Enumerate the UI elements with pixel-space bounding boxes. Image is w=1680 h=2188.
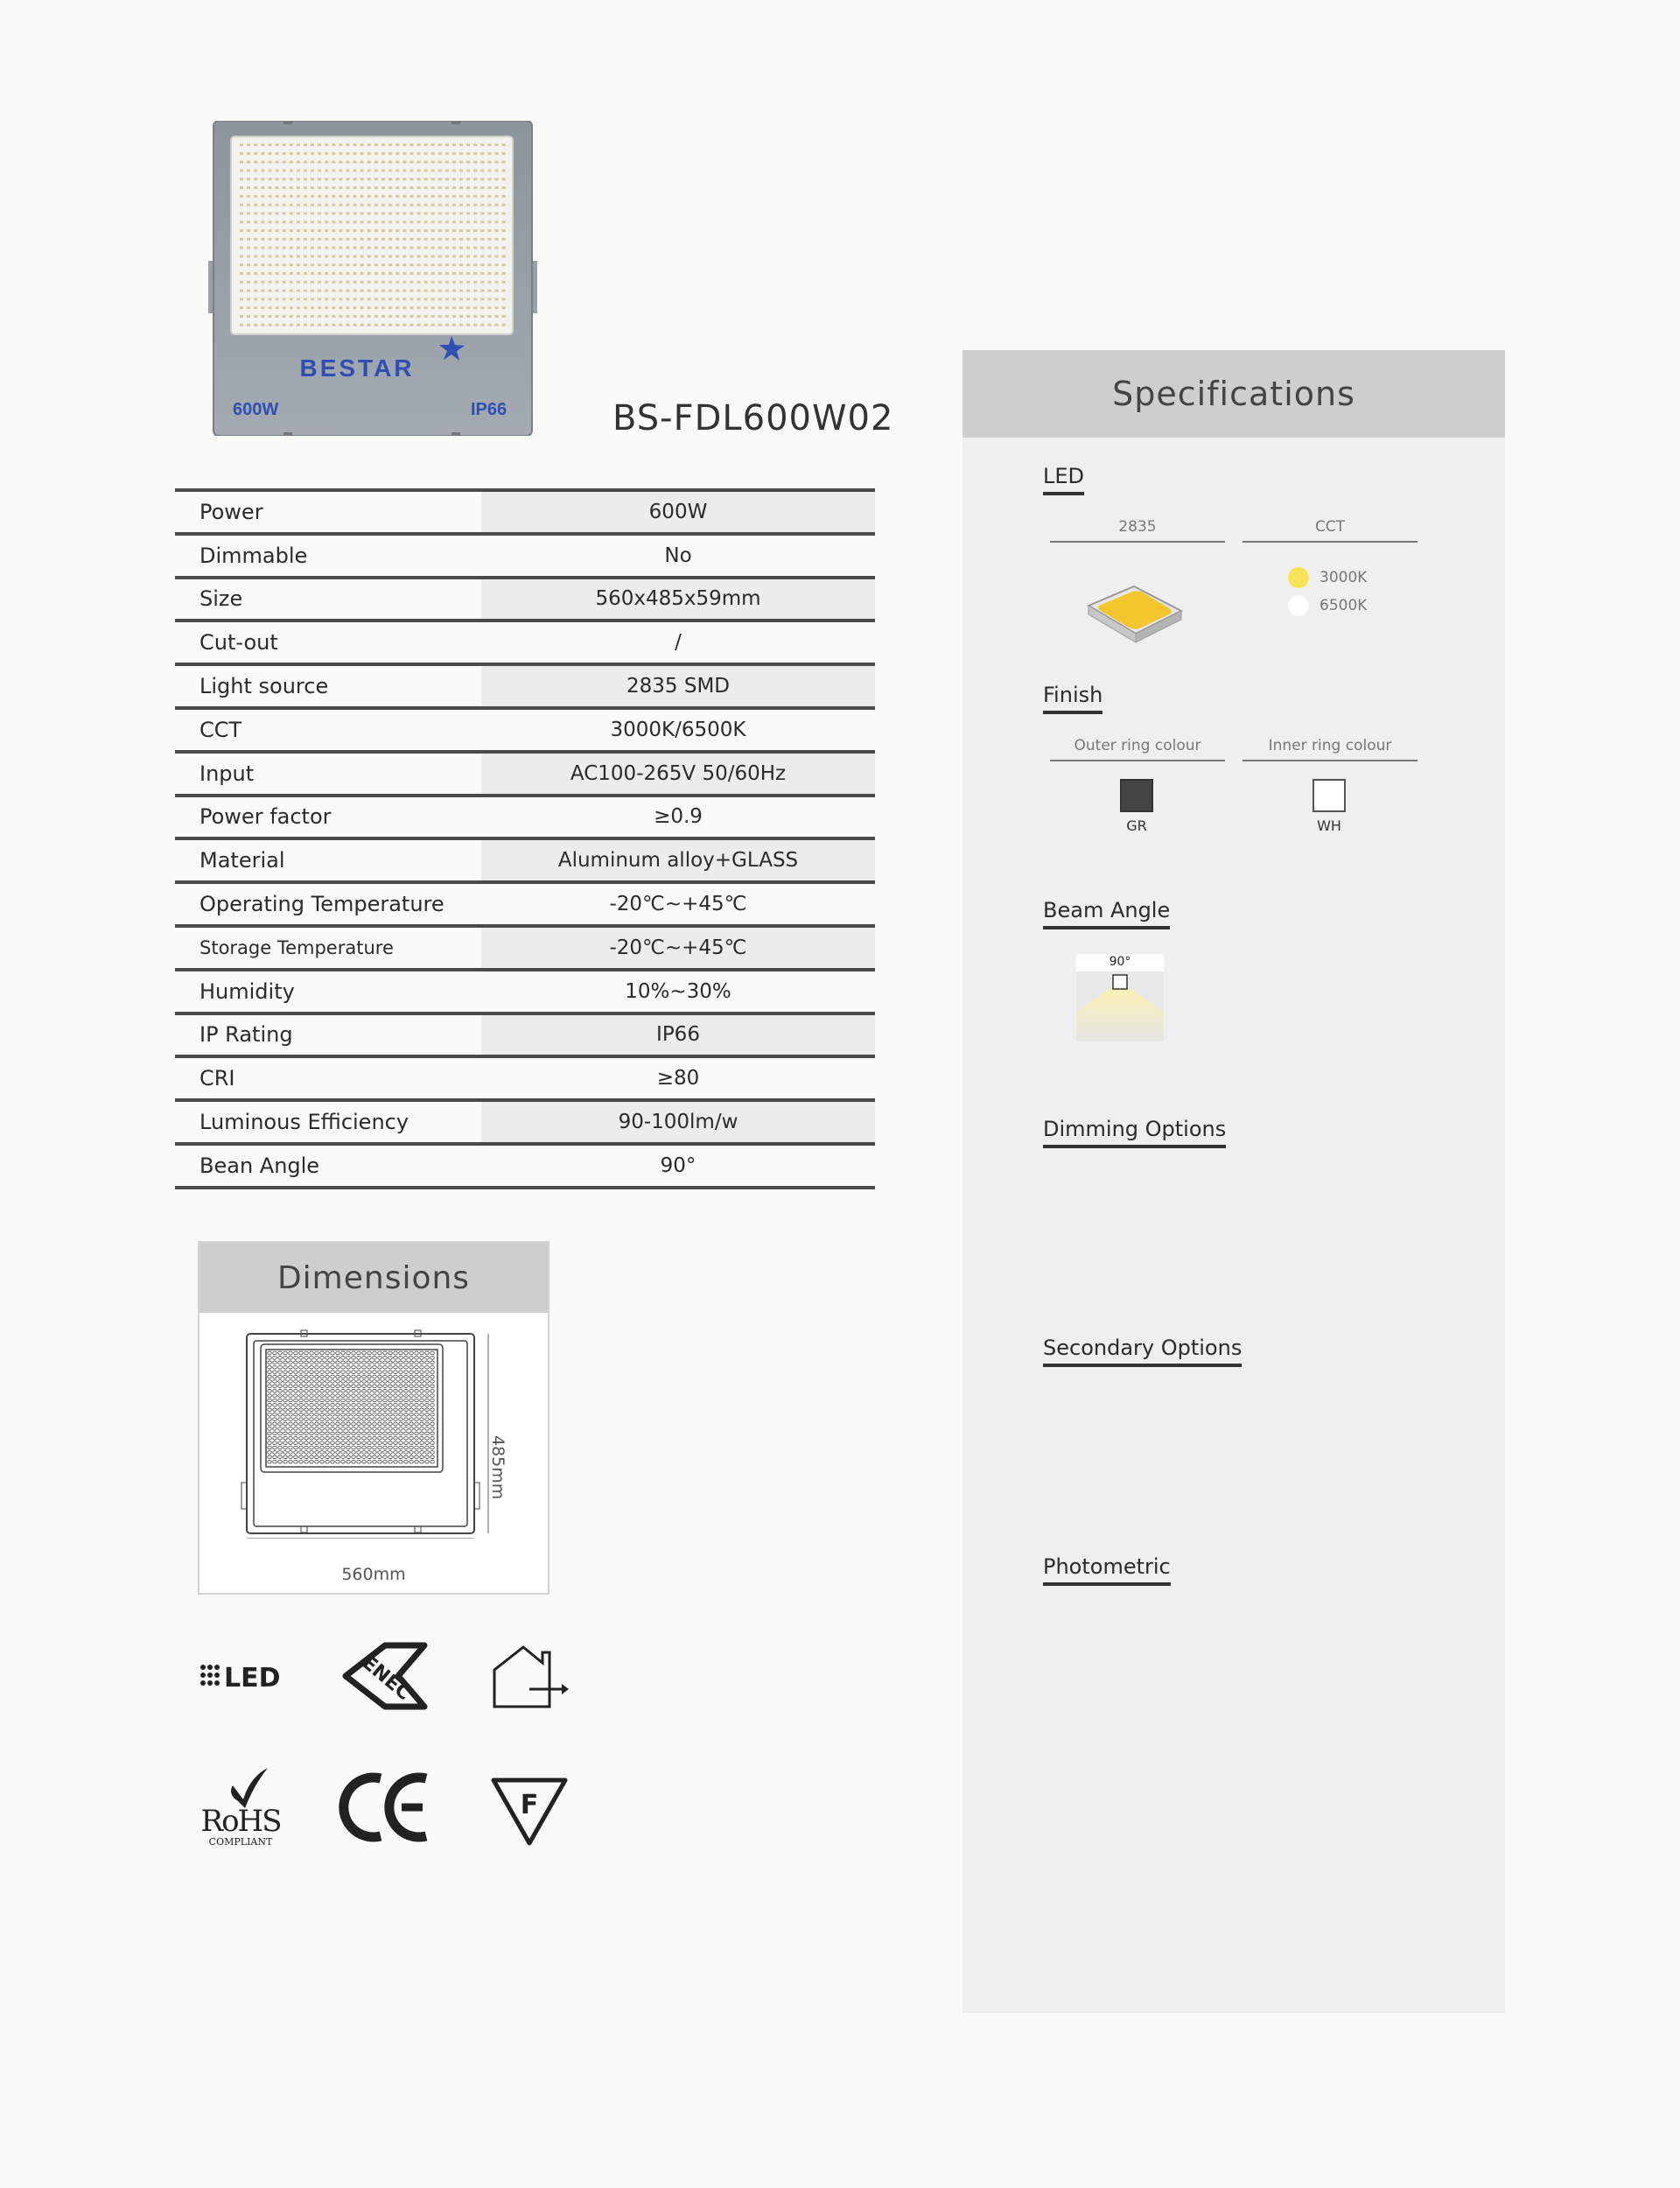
finish-section-title: Finish xyxy=(1043,683,1102,714)
beam-angle-section-title: Beam Angle xyxy=(1043,898,1170,929)
spec-label: Power xyxy=(200,499,263,524)
spec-value: AC100-265V 50/60Hz xyxy=(481,754,875,794)
spec-label: Input xyxy=(200,761,255,786)
brand-logo-text: BESTAR xyxy=(299,354,415,382)
cct-option xyxy=(1288,595,1367,616)
spec-label: Light source xyxy=(200,674,329,699)
wattage-mark: 600W xyxy=(233,400,279,419)
indoor-use-icon xyxy=(464,1619,595,1733)
spec-label: Storage Temperature xyxy=(200,936,394,958)
dimming-options-title: Dimming Options xyxy=(1043,1117,1226,1148)
spec-row xyxy=(175,880,875,924)
cct-option xyxy=(1288,567,1367,588)
spec-value: Aluminum alloy+GLASS xyxy=(481,840,875,880)
spec-value: IP66 xyxy=(481,1015,875,1055)
spec-value: ≥80 xyxy=(656,1067,700,1090)
spec-value: 2835 SMD xyxy=(481,666,875,706)
beam-angle-value: 90° xyxy=(1109,955,1131,969)
dimension-drawing xyxy=(224,1329,522,1539)
specifications-panel xyxy=(962,350,1505,2013)
inner-colour-swatch xyxy=(1312,779,1346,812)
enec-mark xyxy=(319,1619,451,1733)
lamp-icon xyxy=(1113,975,1127,989)
beam-angle-diagram xyxy=(1076,954,1164,1041)
led-mark xyxy=(175,1619,306,1733)
spec-label: Power factor xyxy=(200,804,332,830)
inner-colour-code: WH xyxy=(1317,817,1341,834)
spec-row xyxy=(175,968,875,1012)
spec-value: / xyxy=(675,631,682,655)
ip-mark: IP66 xyxy=(471,400,508,419)
product-image xyxy=(208,121,537,436)
smd-chip-icon xyxy=(1083,567,1188,655)
model-number: BS-FDL600W02 xyxy=(612,398,894,438)
svg-text:COMPLIANT: COMPLIANT xyxy=(208,1836,273,1848)
spec-row xyxy=(175,794,875,838)
spec-label: Humidity xyxy=(200,978,295,1004)
spec-label: Operating Temperature xyxy=(200,892,444,917)
svg-text:LED: LED xyxy=(224,1663,281,1694)
photometric-title: Photometric xyxy=(1043,1554,1171,1586)
spec-row xyxy=(175,532,875,576)
spec-value: 90-100lm/w xyxy=(481,1102,875,1142)
spec-value: 560x485x59mm xyxy=(481,579,875,620)
spec-label: Size xyxy=(200,586,243,612)
spec-row xyxy=(175,619,875,663)
dimension-height: 485mm xyxy=(488,1435,508,1500)
inner-ring-column: Inner ring colour xyxy=(1242,737,1418,761)
cct-dot-icon xyxy=(1288,595,1309,616)
outer-colour-code: GR xyxy=(1126,817,1147,834)
dimensions-title: Dimensions xyxy=(200,1243,548,1313)
spec-row xyxy=(175,1142,875,1189)
spec-value: 3000K/6500K xyxy=(610,718,746,741)
spec-value: -20℃~+45℃ xyxy=(609,893,747,916)
cct-label: 3000K xyxy=(1320,569,1368,586)
spec-label: IP Rating xyxy=(200,1022,293,1048)
specifications-title: Specifications xyxy=(962,350,1505,438)
spec-row xyxy=(175,1098,875,1142)
led-chip-column: 2835 xyxy=(1050,518,1225,543)
secondary-options-title: Secondary Options xyxy=(1043,1336,1242,1367)
spec-row xyxy=(175,924,875,968)
spec-value: 600W xyxy=(481,492,875,532)
spec-row xyxy=(175,1055,875,1098)
spec-label: CCT xyxy=(200,717,242,742)
spec-row xyxy=(175,663,875,706)
svg-text:ENEC: ENEC xyxy=(357,1652,416,1705)
cct-column: CCT xyxy=(1242,518,1418,543)
spec-row xyxy=(175,837,875,880)
spec-label: Bean Angle xyxy=(200,1153,320,1178)
spec-label: Material xyxy=(200,848,285,873)
certification-icons xyxy=(175,1619,604,1934)
spec-table xyxy=(175,488,875,1189)
led-section-title: LED xyxy=(1043,464,1084,495)
f-mark xyxy=(464,1750,595,1864)
cct-dot-icon xyxy=(1288,567,1309,588)
spec-label: Dimmable xyxy=(200,543,308,568)
spec-value: No xyxy=(664,543,692,567)
spec-value: ≥0.9 xyxy=(654,805,703,829)
outer-colour-swatch xyxy=(1120,779,1153,812)
spec-row xyxy=(175,488,875,532)
spec-row xyxy=(175,576,875,620)
svg-text:F: F xyxy=(520,1790,539,1820)
spec-row xyxy=(175,1012,875,1055)
svg-text:RoHS: RoHS xyxy=(200,1804,281,1839)
spec-value: 90° xyxy=(660,1154,696,1177)
spec-value: -20℃~+45℃ xyxy=(481,928,875,968)
dimension-width: 560mm xyxy=(341,1565,406,1584)
spec-value: 10%~30% xyxy=(625,979,732,1003)
spec-label: Luminous Efficiency xyxy=(200,1110,410,1135)
spec-row xyxy=(175,750,875,794)
spec-row xyxy=(175,706,875,750)
dimensions-box xyxy=(198,1241,550,1595)
outer-ring-column: Outer ring colour xyxy=(1050,737,1225,761)
spec-label: Cut-out xyxy=(200,630,278,656)
rohs-mark xyxy=(175,1750,306,1864)
spec-label: CRI xyxy=(200,1066,235,1091)
ce-mark xyxy=(319,1750,451,1864)
cct-label: 6500K xyxy=(1320,597,1368,614)
